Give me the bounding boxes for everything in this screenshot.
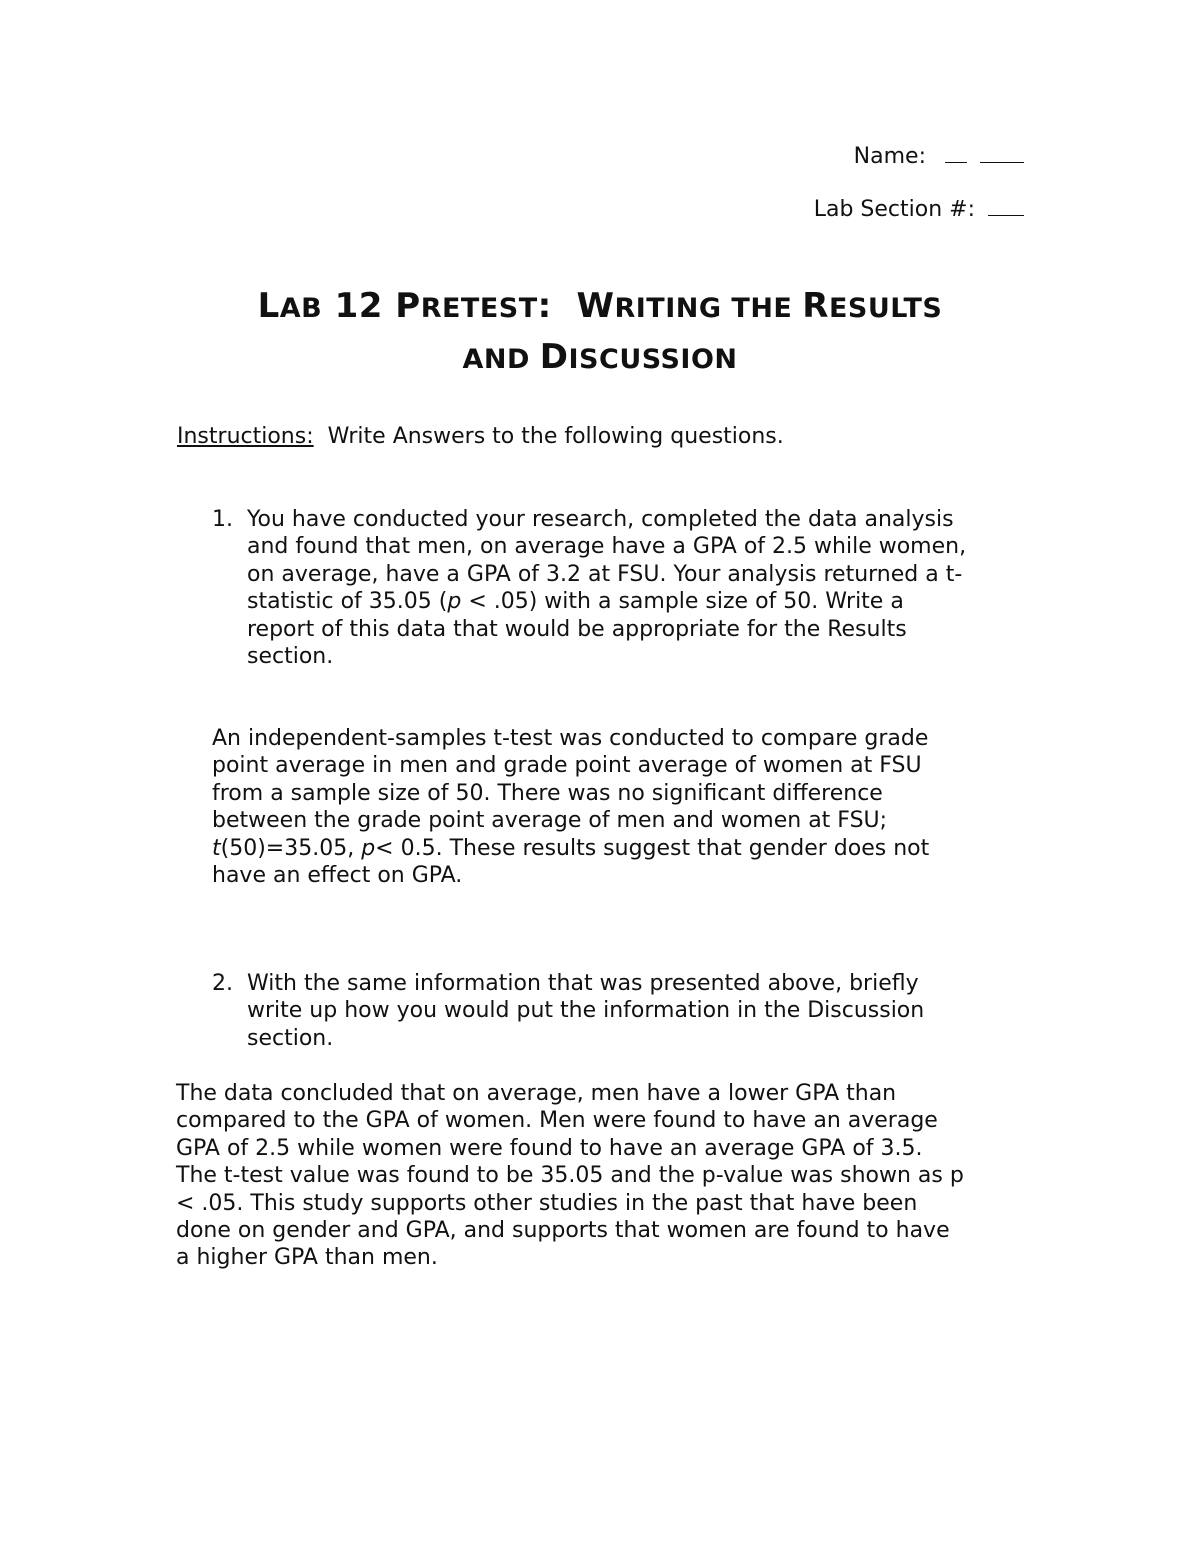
title-line-1 — [150, 282, 1050, 333]
answer-1-italic-t: t — [212, 835, 221, 861]
question-1-text-part-2: < .05) with a sample size of 50. Write a report of this data that would be appropriate for the Results section. — [247, 589, 907, 670]
question-2 — [177, 970, 1037, 1052]
title-word-pretest: RETEST — [420, 293, 538, 324]
answer-2: The data concluded that on average, men have a lower GPA than compared to the GPA of women. Men were found to have an average GPA of 2.5 while women were found to have an average GPA of 3.5. The t-test value was found to be 35.05 and the p-value was shown as p < .05. This study supports other studies in the past that have been done on gender and GPA, and supports that women are found to have a higher GPA than men. — [176, 1081, 964, 1271]
question-1-italic-p: p — [447, 589, 462, 615]
answer-1-italic-p: p — [361, 835, 376, 861]
title-word-and: AND — [462, 344, 540, 375]
instructions-label: Instructions: — [177, 424, 314, 449]
lab-section-field-line — [814, 195, 1024, 224]
question-1 — [177, 506, 1037, 670]
lab-section-label: Lab Section #: — [813, 197, 975, 222]
question-text — [247, 506, 1037, 670]
name-field-line — [854, 142, 1024, 171]
instructions-text: Write Answers to the following questions. — [313, 424, 784, 449]
title-cap-w: W — [576, 286, 615, 326]
question-number: 2. — [212, 971, 233, 996]
answer-1 — [212, 725, 1012, 889]
title-word-discussion: ISCUSSION — [568, 344, 738, 375]
question-text: With the same information that was presented above, briefly write up how you would put the information in the Discussion section. — [247, 971, 925, 1051]
title-line-2 — [150, 333, 1050, 384]
lab-section-blank — [988, 195, 1024, 216]
title-cap-l: L — [257, 286, 280, 326]
title-word-writing-the: RITING THE — [614, 293, 803, 324]
title-cap-p: P — [395, 286, 421, 326]
title-word-results: ESULTS — [828, 293, 943, 324]
title-cap-r: R — [802, 286, 829, 326]
question-number: 1. — [212, 507, 233, 532]
answer-1-part-2: (50)=35.05, — [220, 835, 362, 861]
name-blank-short — [945, 142, 967, 163]
answer-1-part-1: An independent-samples t-test was conducted to compare grade point average in men and grade point average of women at FSU from a sample size of 50. There was no significant difference between the grade point average of men and women at FSU; — [212, 726, 929, 834]
name-blank-long — [980, 142, 1024, 163]
name-label: Name: — [853, 144, 926, 169]
instructions — [177, 423, 784, 451]
title-word-lab: AB — [279, 293, 323, 324]
answer-1-part-3: < 0.5. These results suggest that gender does not have an effect on GPA. — [212, 835, 930, 889]
page-title — [150, 282, 1050, 384]
title-number: 12 — [322, 286, 396, 326]
title-cap-d: D — [539, 337, 569, 377]
title-colon: : — [537, 286, 577, 326]
question-1-text-part-1: You have conducted your research, completed the data analysis and found that men, on average have a GPA of 2.5 while women, on average, have a GPA of 3.2 at FSU. Your analysis returned a t- statistic of 35.05 ( — [247, 507, 967, 615]
